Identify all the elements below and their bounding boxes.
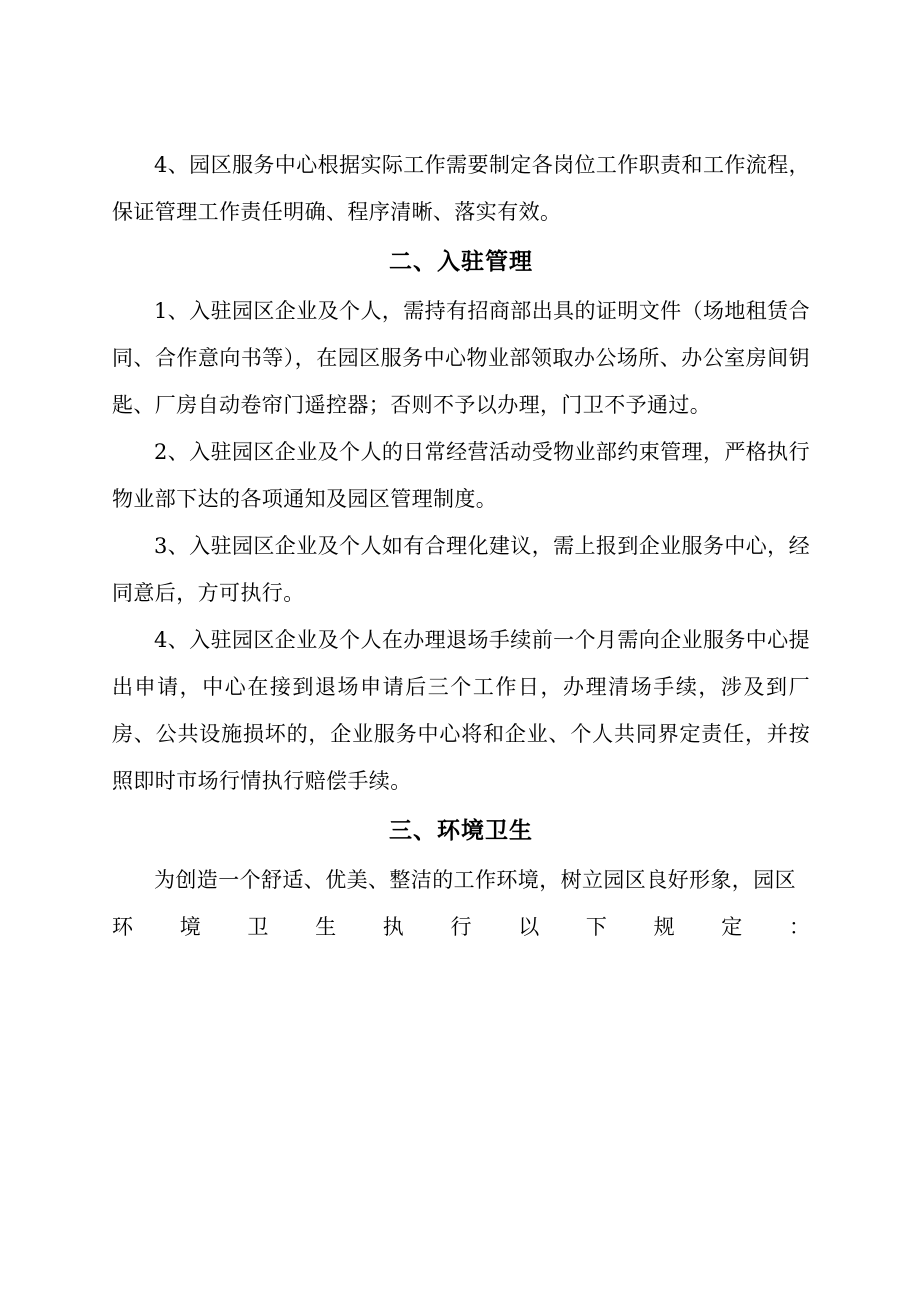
settlement-paragraph-2: 2、入驻园区企业及个人的日常经营活动受物业部约束管理，严格执行物业部下达的各项通知及园区管理制度。 — [112, 440, 810, 511]
settlement-paragraph-3: 3、入驻园区企业及个人如有合理化建议，需上报到企业服务中心，经同意后，方可执行。 — [112, 534, 810, 605]
document-body — [112, 142, 810, 951]
sanitation-line-1: 为创造一个舒适、优美、整洁的工作环境，树立园区良好形象，园区 — [154, 868, 796, 892]
intro-paragraph: 4、园区服务中心根据实际工作需要制定各岗位工作职责和工作流程，保证管理工作责任明确、程序清晰、落实有效。 — [112, 153, 810, 224]
section-heading-sanitation: 三、环境卫生 — [389, 817, 533, 844]
settlement-paragraph-4: 4、入驻园区企业及个人在办理退场手续前一个月需向企业服务中心提出申请，中心在接到退场申请后三个工作日，办理清场手续，涉及到厂房、公共设施损坏的，企业服务中心将和企业、个人共同界定责任，并按照即时市场行情执行赔偿手续。 — [112, 628, 810, 793]
sanitation-line-2: 环境卫生执行以下规定： — [112, 915, 810, 939]
settlement-paragraph-1: 1、入驻园区企业及个人，需持有招商部出具的证明文件（场地租赁合同、合作意向书等），在园区服务中心物业部领取办公场所、办公室房间钥匙、厂房自动卷帘门遥控器；否则不予以办理，门卫不予通过。 — [112, 299, 810, 417]
sanitation-paragraph — [112, 857, 810, 951]
section-heading-settlement: 二、入驻管理 — [389, 248, 533, 275]
